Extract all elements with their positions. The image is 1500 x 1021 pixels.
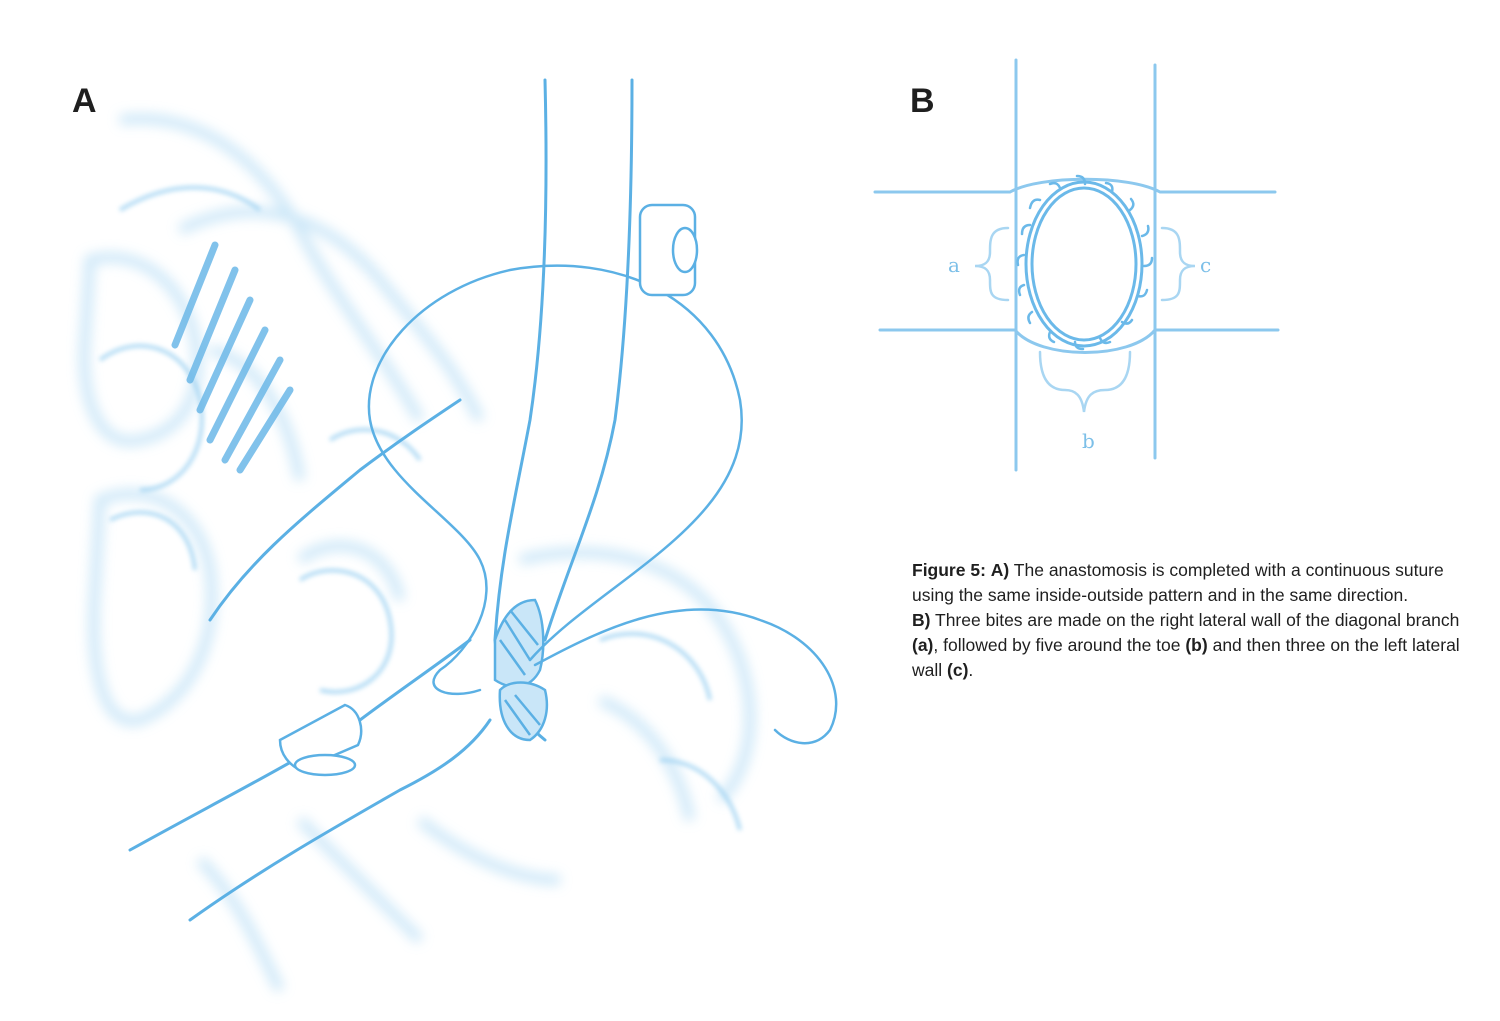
suture-bites: [1018, 176, 1152, 349]
bracket-c: [1162, 228, 1195, 300]
wall-label-a: a: [948, 253, 960, 277]
panel-label-a: A: [72, 82, 97, 120]
figure-label: Figure 5:: [912, 560, 986, 580]
clamp-bottom: [280, 705, 361, 775]
vessel-walls: [875, 60, 1278, 470]
caption-text-a: The anastomosis is completed with a continuous suture using the same inside-outside pattern and in the same direction.: [912, 560, 1444, 605]
caption-marker-a: A): [990, 560, 1010, 580]
caption-ref-b: (b): [1185, 635, 1208, 655]
suture-loop: [369, 266, 836, 744]
caption-ref-a: (a): [912, 635, 934, 655]
caption-ref-c: (c): [947, 660, 969, 680]
main-artery: [130, 400, 490, 920]
caption-text-b1: Three bites are made on the right lateral wall of the diagonal branch: [930, 610, 1460, 630]
clamp-top: [640, 205, 697, 295]
caption-text-b3: and then three on the left lateral wall: [912, 635, 1460, 680]
wall-label-b: b: [1082, 429, 1095, 453]
figure-caption: [912, 558, 1472, 683]
caption-marker-b: B): [912, 610, 931, 630]
anastomosis-ring: [1026, 182, 1142, 346]
caption-text-b2: , followed by five around the toe: [933, 635, 1186, 655]
bracket-b: [1040, 352, 1130, 412]
wall-label-c: c: [1200, 253, 1212, 277]
anastomosis: [495, 600, 547, 740]
caption-text-b4: .: [968, 660, 974, 680]
caption-part-b: [912, 608, 1472, 683]
caption-part-a: [912, 558, 1472, 608]
panel-label-b: B: [910, 82, 935, 120]
bracket-a: [975, 228, 1008, 300]
